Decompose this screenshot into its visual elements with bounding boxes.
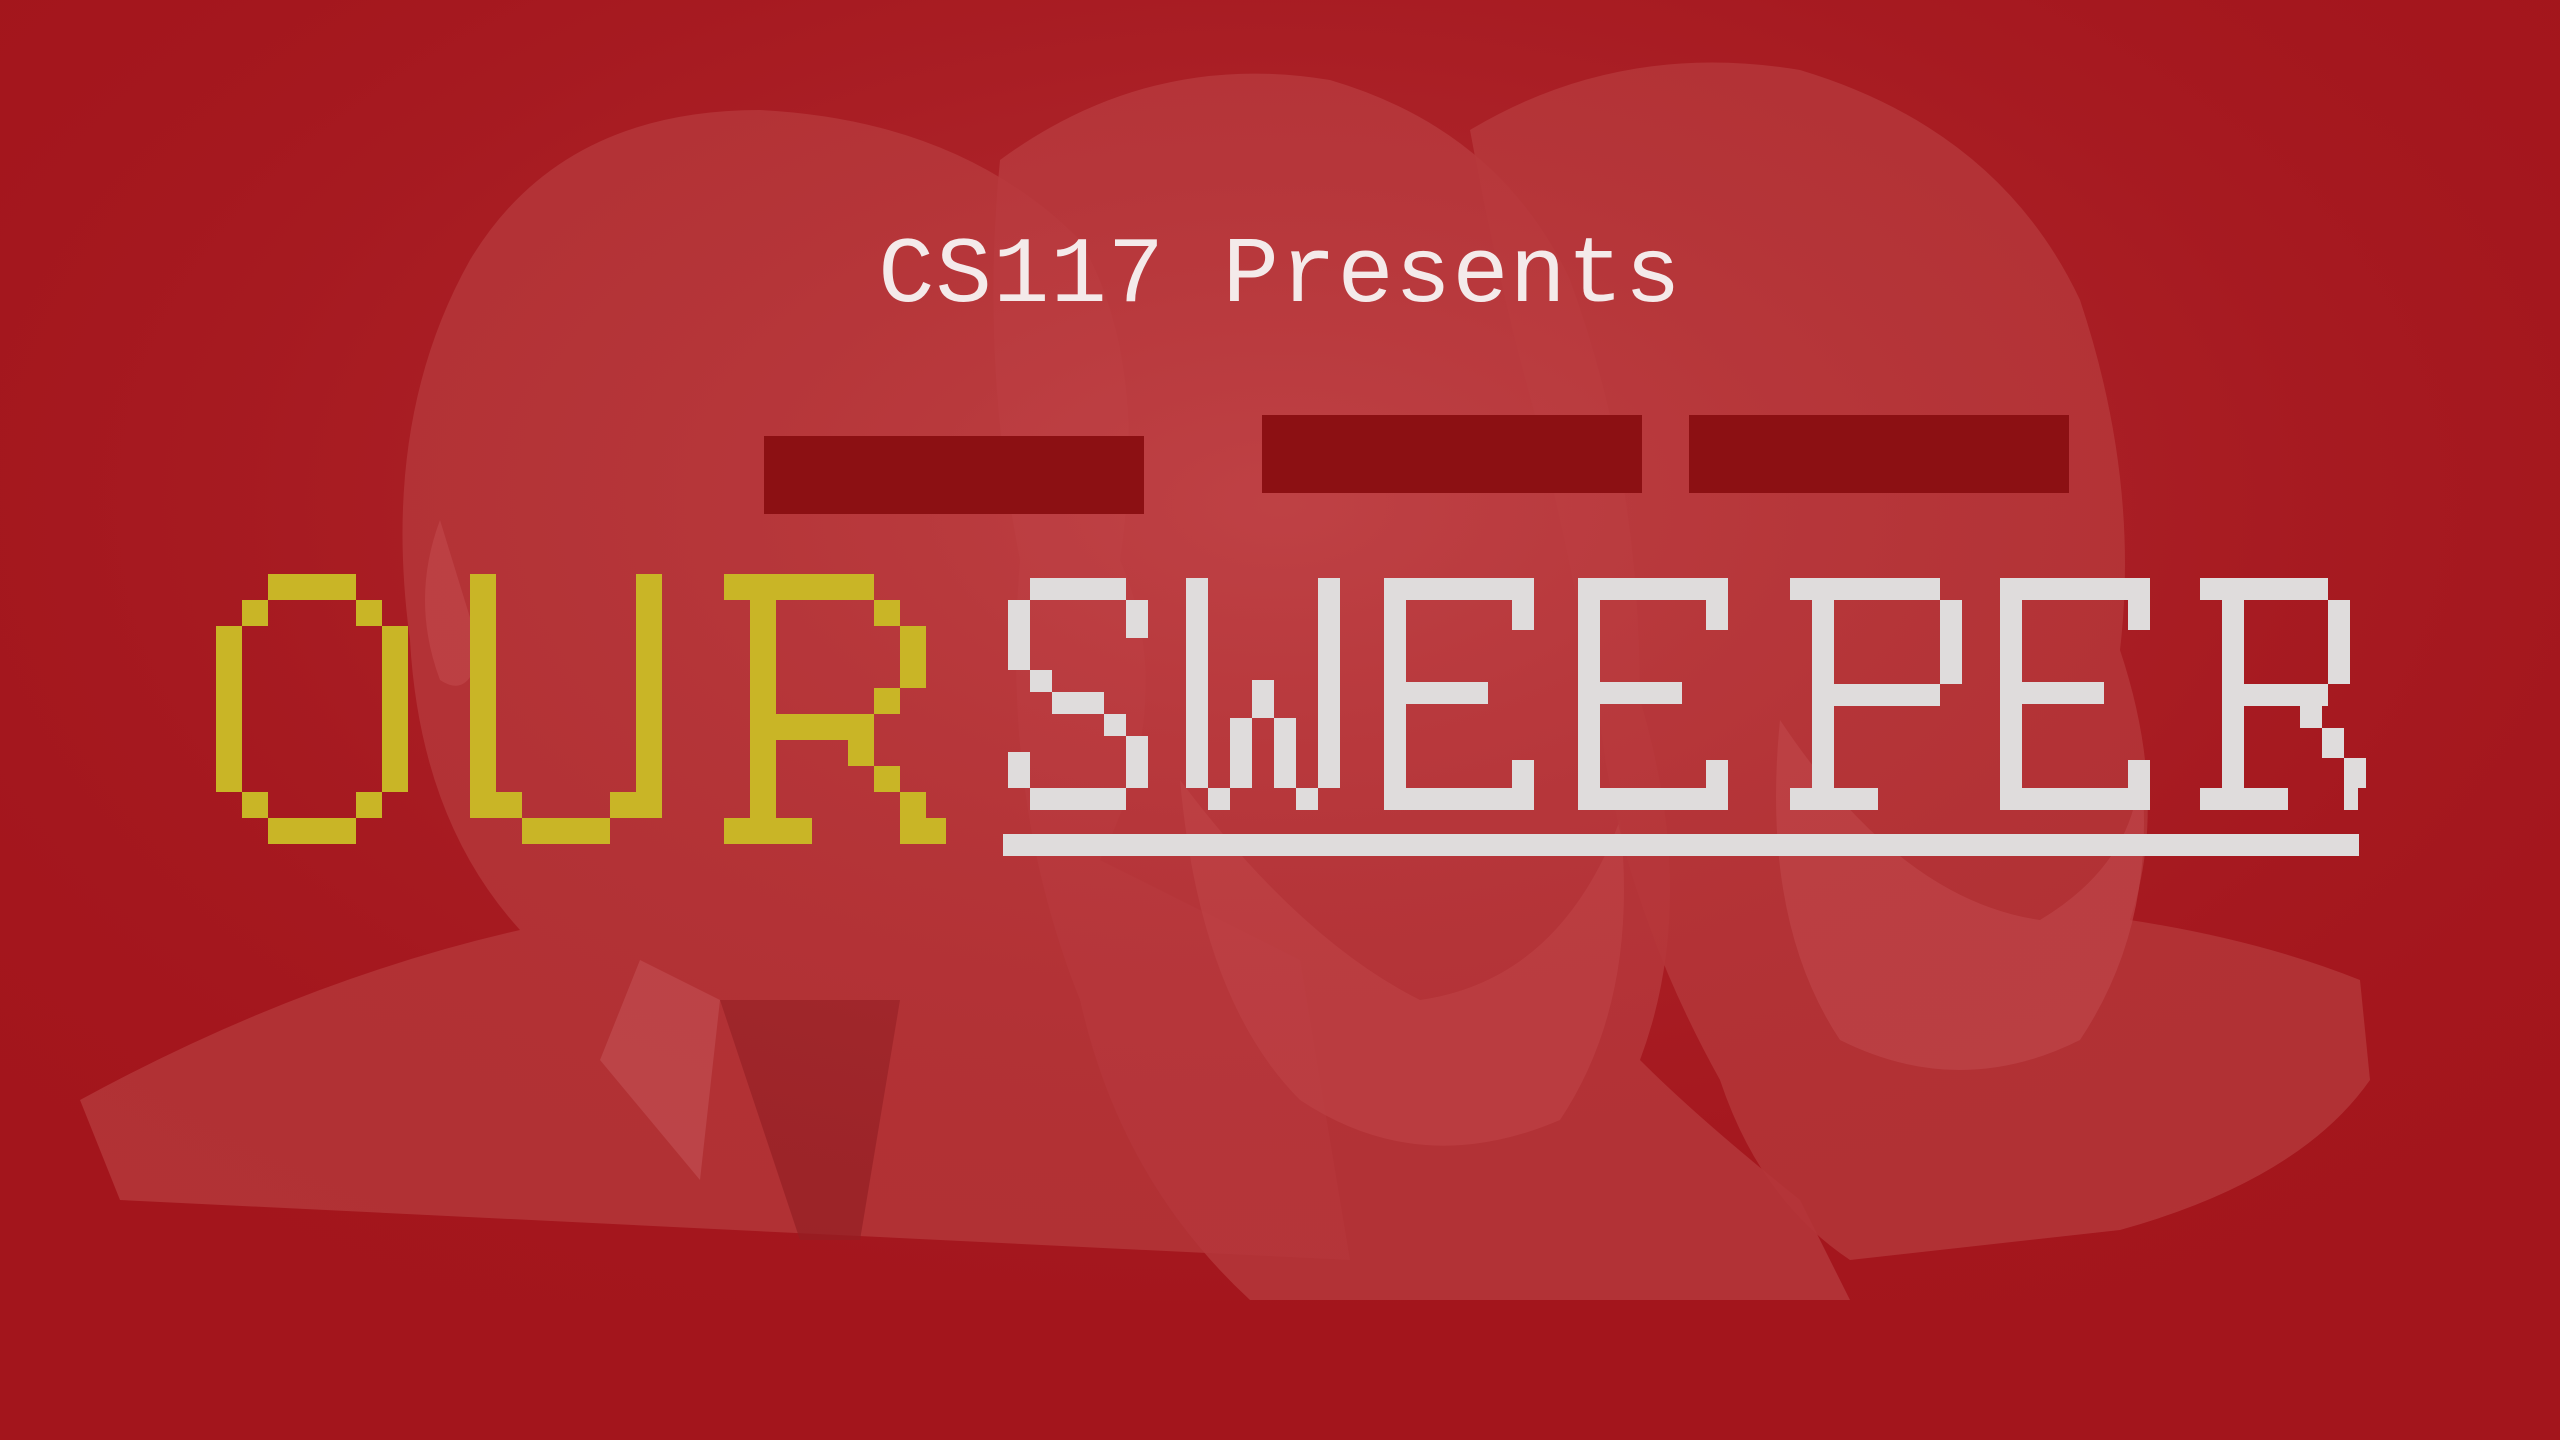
bar-left	[764, 436, 1144, 514]
bar-middle	[1262, 415, 1642, 493]
bar-right	[1689, 415, 2069, 493]
subtitle-text: CS117 Presents	[878, 224, 1682, 330]
